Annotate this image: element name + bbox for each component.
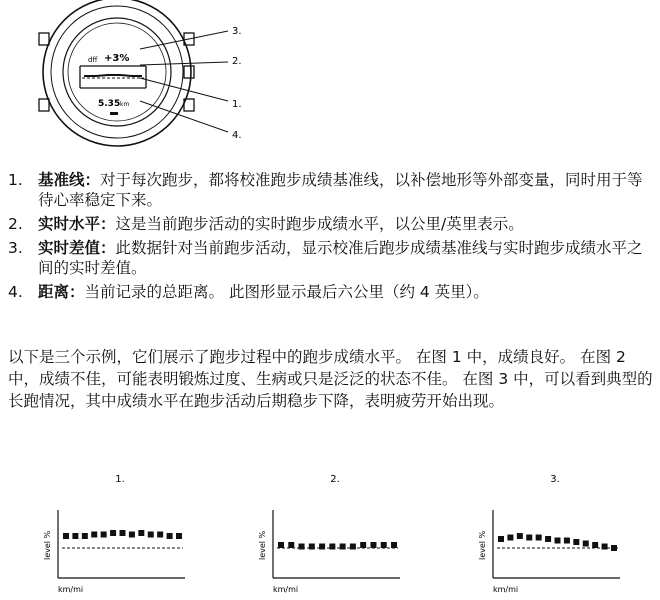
- y-axis-label: level %: [258, 530, 267, 560]
- screen-distance-value: 5.35: [98, 99, 121, 109]
- data-point: [63, 533, 69, 539]
- callout-line-2: [140, 62, 228, 65]
- example-chart-3: [465, 470, 655, 598]
- item-term: 实时差值: [38, 239, 101, 257]
- watch-bezel-outer: [43, 0, 191, 146]
- data-point: [129, 532, 135, 538]
- item-text: 此数据针对当前跑步活动，显示校准后跑步成绩基准线与实时跑步成绩水平之间的实时差值。: [38, 239, 643, 277]
- data-point: [573, 539, 579, 545]
- item-number: 4.: [8, 283, 23, 301]
- data-point: [507, 535, 513, 541]
- screen-level-line: [84, 75, 142, 76]
- item-separator: ：: [100, 215, 116, 233]
- data-point: [526, 535, 532, 541]
- data-point: [517, 533, 523, 539]
- data-point: [167, 533, 173, 539]
- data-point: [329, 544, 335, 550]
- x-axis-label: km/mi: [58, 585, 84, 594]
- watch-illustration: [0, 0, 660, 160]
- data-point: [299, 544, 305, 550]
- data-point: [91, 532, 97, 538]
- item-separator: ：: [100, 239, 116, 257]
- data-point: [340, 544, 346, 550]
- data-point: [370, 542, 376, 548]
- item-separator: ：: [69, 283, 85, 301]
- definition-item: [8, 214, 653, 234]
- definition-item: [8, 282, 653, 302]
- screen-diff-value: +3%: [104, 53, 130, 64]
- data-point: [72, 533, 78, 539]
- watch-button-right-mid: [184, 66, 194, 78]
- data-point: [138, 530, 144, 536]
- data-point: [602, 544, 608, 550]
- data-point: [545, 536, 551, 542]
- data-point: [536, 535, 542, 541]
- example-chart-2: [245, 470, 435, 598]
- data-point: [360, 542, 366, 548]
- x-axis-label: km/mi: [493, 585, 519, 594]
- data-point: [82, 533, 88, 539]
- screen-distance-unit: km: [120, 101, 130, 108]
- watch-display-ring: [63, 18, 171, 126]
- examples-paragraph: 以下是三个示例，它们展示了跑步过程中的跑步成绩水平。 在图 1 中，成绩良好。 在图 2 中，成绩不佳，可能表明锻炼过度、生病或只是泛泛的状态不佳。 在图 3 中，可以看到典型的长跑情况，其中成绩水平在跑步活动后期稳步下降，表明疲劳开始出现。: [8, 348, 653, 410]
- item-number: 3.: [8, 239, 23, 257]
- definition-item: [8, 170, 653, 210]
- item-text: 当前记录的总距离。 此图形显示最后六公里（约 4 英里）。: [84, 283, 489, 301]
- example-chart-svg: [465, 470, 655, 598]
- item-term: 基准线: [38, 171, 85, 189]
- item-text: 这是当前跑步活动的实时跑步成绩水平，以公里/英里表示。: [115, 215, 524, 233]
- data-point: [157, 532, 163, 538]
- example-chart-svg: [30, 470, 220, 598]
- callout-2: 2.: [232, 56, 242, 67]
- data-point: [278, 542, 284, 548]
- item-term: 距离: [38, 283, 70, 301]
- data-point: [564, 538, 570, 544]
- data-point: [319, 544, 325, 550]
- x-axis-label: km/mi: [273, 585, 299, 594]
- data-point: [583, 541, 589, 547]
- screen-dff-label: dff: [88, 56, 98, 64]
- data-point: [592, 542, 598, 548]
- data-point: [350, 544, 356, 550]
- watch-button-left-top: [39, 33, 49, 45]
- data-point: [120, 530, 126, 536]
- item-term: 实时水平: [38, 215, 101, 233]
- data-point: [555, 538, 561, 544]
- callout-1: 1.: [232, 99, 242, 110]
- definition-list: [8, 170, 653, 306]
- data-point: [110, 530, 116, 536]
- data-point: [148, 532, 154, 538]
- data-point: [101, 532, 107, 538]
- watch-button-left-bottom: [39, 99, 49, 111]
- data-point: [309, 544, 315, 550]
- y-axis-label: level %: [478, 530, 487, 560]
- screen-run-icon: [110, 112, 118, 115]
- definition-item: [8, 238, 653, 278]
- example-chart-title: 3.: [550, 474, 560, 485]
- data-point: [176, 533, 182, 539]
- item-text: 对于每次跑步，都将校准跑步成绩基准线，以补偿地形等外部变量，同时用于等待心率稳定下来。: [38, 171, 643, 209]
- data-point: [498, 536, 504, 542]
- data-point: [611, 545, 617, 551]
- example-chart-title: 1.: [115, 474, 125, 485]
- y-axis-label: level %: [43, 530, 52, 560]
- item-number: 2.: [8, 215, 23, 233]
- data-point: [391, 542, 397, 548]
- item-number: 1.: [8, 171, 23, 189]
- callout-line-1: [140, 78, 228, 101]
- callout-3: 3.: [232, 26, 242, 37]
- item-separator: ：: [84, 171, 101, 189]
- example-chart-title: 2.: [330, 474, 340, 485]
- example-chart-1: [30, 470, 220, 598]
- data-point: [381, 542, 387, 548]
- example-chart-svg: [245, 470, 435, 598]
- watch-bezel-inner: [51, 6, 183, 138]
- callout-4: 4.: [232, 130, 242, 141]
- data-point: [288, 542, 294, 548]
